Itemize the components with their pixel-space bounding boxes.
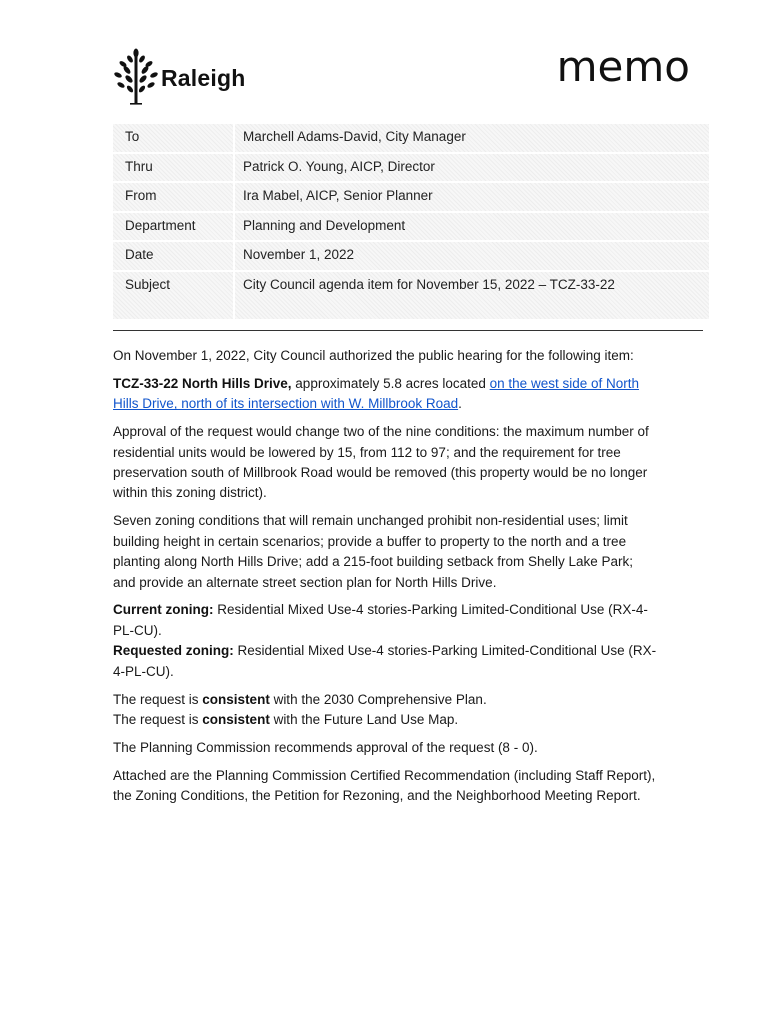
- requested-zoning-text: Residential Mixed Use-4 stories-Parking Limited-Conditional Use (RX-4-PL-CU).: [113, 643, 657, 679]
- current-zoning-label: Current zoning:: [113, 602, 214, 618]
- oak-tree-logo-icon: [112, 47, 160, 109]
- conditions-paragraph: Seven zoning conditions that will remain unchanged prohibit non-residential uses; limit building height in certain scenarios; provide a buffer to property to the north and a tree planting along North Hills Drive; add a 215-foot building setback from Shelly Lake Park; and provide an alternate street section plan for North Hills Drive.: [113, 513, 634, 590]
- recommendation-paragraph: The Planning Commission recommends approval of the request (8 - 0).: [113, 739, 538, 755]
- header-row-subject: [113, 272, 709, 319]
- header-label: Department: [113, 213, 233, 241]
- consistency-prefix: The request is: [113, 712, 203, 727]
- header-label: To: [113, 124, 233, 152]
- header-label: Thru: [113, 154, 233, 182]
- intro-paragraph: On November 1, 2022, City Council authorized the public hearing for the following item:: [113, 348, 634, 363]
- header-row-date: [113, 242, 709, 270]
- location-link[interactable]: on the west side of North Hills Drive, north of its intersection with W. Millbrook Road: [113, 375, 639, 412]
- consistency-map-text: with the Future Land Use Map.: [269, 712, 459, 727]
- header-value: Patrick O. Young, AICP, Director: [235, 154, 709, 182]
- case-title: TCZ-33-22 North Hills Drive,: [113, 375, 292, 391]
- current-zoning-text: Residential Mixed Use-4 stories-Parking Limited-Conditional Use (RX-4-PL-CU).: [113, 602, 648, 638]
- logo-wordmark: Raleigh: [161, 64, 246, 91]
- consistency-paragraph: [113, 690, 658, 731]
- memo-header-table: [113, 124, 709, 321]
- header-value: November 1, 2022: [235, 242, 709, 270]
- header-label: Date: [113, 242, 233, 270]
- header-value: Ira Mabel, AICP, Senior Planner: [235, 183, 709, 211]
- case-paragraph: [113, 374, 658, 415]
- consistency-prefix: The request is: [113, 691, 203, 707]
- consistent-word: consistent: [202, 712, 270, 727]
- case-end: .: [458, 396, 462, 412]
- approval-paragraph: Approval of the request would change two of the nine conditions: the maximum number of residential units would be lowered by 15, from 112 to 97; and the requirement for tree preservation south of Millbrook Road would be removed (this property would be no longer within this zoning district).: [113, 424, 649, 501]
- header-divider: [113, 330, 703, 331]
- header-row-from: [113, 183, 709, 211]
- header-label: Subject: [113, 272, 233, 319]
- header-value: Planning and Development: [235, 213, 709, 241]
- header-value: Marchell Adams-David, City Manager: [235, 124, 709, 152]
- header-value: City Council agenda item for November 15, 2022 – TCZ-33-22: [235, 272, 709, 319]
- memo-title: memo: [556, 42, 690, 91]
- header-row-to: [113, 124, 709, 152]
- consistency-plan-text: with the 2030 Comprehensive Plan.: [269, 691, 487, 707]
- raleigh-logo: [112, 46, 262, 110]
- case-text: approximately 5.8 acres located: [291, 375, 490, 391]
- header-label: From: [113, 183, 233, 211]
- header-row-thru: [113, 154, 709, 182]
- memo-body: [113, 346, 658, 814]
- consistent-word: consistent: [202, 691, 270, 707]
- attachments-paragraph: Attached are the Planning Commission Certified Recommendation (including Staff Report), the Zoning Conditions, the Petition for Rezoning, and the Neighborhood Meeting Report.: [113, 767, 656, 804]
- header-row-department: [113, 213, 709, 241]
- requested-zoning-label: Requested zoning:: [113, 643, 234, 659]
- zoning-paragraph: [113, 600, 658, 682]
